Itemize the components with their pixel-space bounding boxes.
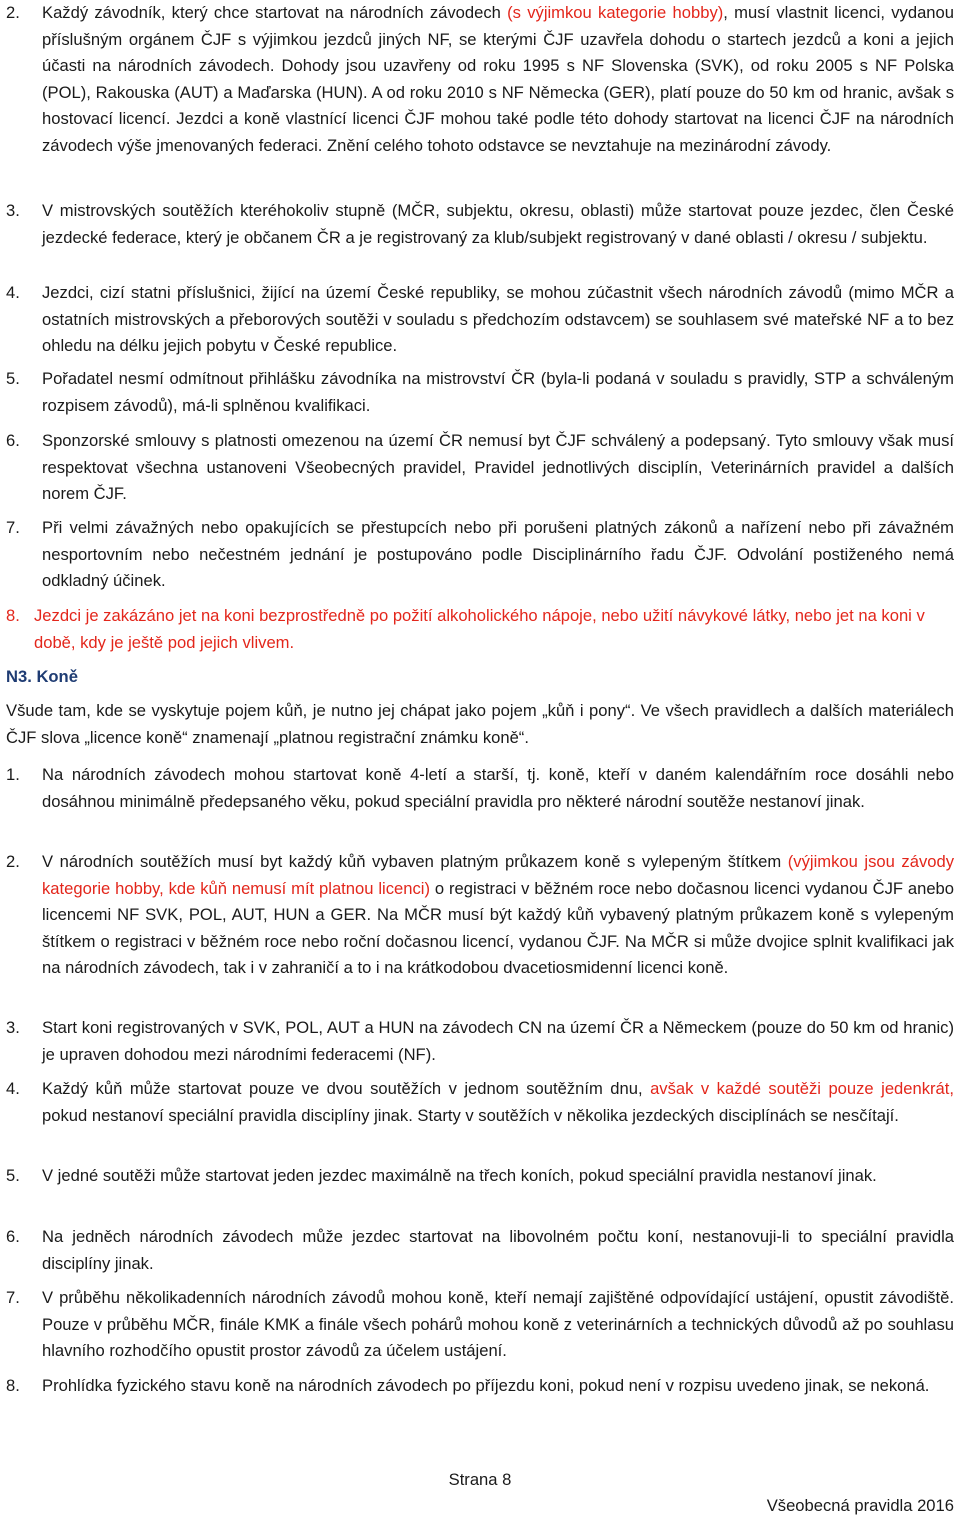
list-number: 8. bbox=[6, 606, 20, 625]
horse-item-4 bbox=[6, 1076, 954, 1129]
list-item-2 bbox=[6, 0, 954, 160]
list-text: Každý závodník, který chce startovat na národních závodech (s výjimkou kategorie hobby), musí vlastnit licenci, vydanou příslušným orgánem ČJF s výjimkou jezdců jiných NF, se kterými ČJF uzavřela dohodu o startech jezdců a koni a jejich účasti na národních závodech. Dohody jsou uzavřeny od roku 1995 s NF Slovenska (SVK), od roku 2005 s NF Polska (POL), Rakouska (AUT) a Maďarska (HUN). A od roku 2010 s NF Německa (GER), platí pouze do 50 km od hranic, avšak s hostovací licencí. Jezdci a koně vlastnící licenci ČJF mohou také podle této dohody startovat na licenci ČJF na národních závodech výše jmenovaných federaci. Znění celého tohoto odstavce se nevztahuje na mezinárodní závody. bbox=[42, 3, 954, 155]
list-number: 5. bbox=[6, 1166, 20, 1185]
list-text: Start koni registrovaných v SVK, POL, AUT a HUN na závodech CN na území ČR a Německem (pouze do 50 km od hranic) je upraven dohodou mezi národními federacemi (NF). bbox=[42, 1018, 954, 1064]
list-item-4 bbox=[6, 280, 954, 360]
section-title: Koně bbox=[31, 667, 78, 686]
highlight-red: avšak v každé soutěži pouze jedenkrát, bbox=[650, 1079, 955, 1098]
horse-item-8 bbox=[6, 1373, 954, 1400]
list-number: 5. bbox=[6, 369, 20, 388]
section-heading bbox=[6, 664, 954, 691]
list-item-7 bbox=[6, 515, 954, 595]
document-title-footer: Všeobecná pravidla 2016 bbox=[766, 1496, 954, 1515]
list-text: V jedné soutěži může startovat jeden jezdec maximálně na třech koních, pokud speciální pravidla nestanoví jinak. bbox=[42, 1166, 877, 1185]
list-number: 7. bbox=[6, 518, 20, 537]
list-item-5 bbox=[6, 366, 954, 419]
list-number: 3. bbox=[6, 201, 20, 220]
list-text: Prohlídka fyzického stavu koně na národních závodech po příjezdu koni, pokud není v rozpisu uvedeno jinak, se nekoná. bbox=[42, 1376, 930, 1395]
list-text: Každý kůň může startovat pouze ve dvou soutěžích v jednom soutěžním dnu, avšak v každé soutěži pouze jedenkrát, pokud nestanoví speciální pravidla disciplíny jinak. Starty v soutěžích v několika jezdeckých disciplínách se nesčítají. bbox=[42, 1079, 955, 1125]
list-number: 7. bbox=[6, 1288, 20, 1307]
list-text: Při velmi závažných nebo opakujících se přestupcích nebo při porušeni platných zákonů a nařízení nebo při závažném nesportovním nebo nečestném jednání je postupováno podle Disciplinárního řadu ČJF. Odvolání postiženého nemá odkladný účinek. bbox=[42, 518, 954, 591]
horse-item-5 bbox=[6, 1163, 954, 1190]
horse-item-2 bbox=[6, 849, 954, 982]
list-number: 1. bbox=[6, 765, 20, 784]
list-item-6 bbox=[6, 428, 954, 508]
list-number: 2. bbox=[6, 3, 20, 22]
list-item-8 bbox=[6, 603, 954, 656]
list-number: 8. bbox=[6, 1376, 20, 1395]
section-intro: Všude tam, kde se vyskytuje pojem kůň, je nutno jej chápat jako pojem „kůň i pony“. Ve všech pravidlech a dalších materiálech ČJF slova „licence koně“ znamenají „platnou registrační známku koně“. bbox=[6, 701, 954, 747]
list-number: 3. bbox=[6, 1018, 20, 1037]
highlight-red: (s výjimkou kategorie hobby) bbox=[507, 3, 724, 22]
list-number: 6. bbox=[6, 431, 20, 450]
list-text: V národních soutěžích musí byt každý kůň vybaven platným průkazem koně s vylepeným štítkem (výjimkou jsou závody kategorie hobby, kde kůň nemusí mít platnou licenci) o registraci v běžném roce nebo dočasnou licenci vydanou ČJF anebo licencemi NF SVK, POL, AUT, HUN a GER. Na MČR musí být každý kůň vybavený platným průkazem koně s vylepeným štítkem o registraci v běžném roce nebo roční dočasnou licencí, vydanou ČJF. Na MČR si může dvojice splnit kvalifikaci jak na národních závodech, tak i v zahraničí a to i na krátkodobou dvacetiosmidenní licenci koně. bbox=[42, 852, 955, 978]
list-text: Na národních závodech mohou startovat koně 4-letí a starší, tj. koně, kteří v daném kalendářním roce dosáhli nebo dosáhnou minimálně předepsaného věku, pokud speciální pravidla pro některé národní soutěže nestanoví jinak. bbox=[42, 765, 954, 811]
list-number: 4. bbox=[6, 1079, 20, 1098]
horse-item-6 bbox=[6, 1224, 954, 1277]
list-item-3 bbox=[6, 198, 954, 251]
highlight-red: (výjimkou jsou závody kategorie hobby, kde kůň nemusí mít platnou licenci) bbox=[42, 852, 954, 898]
list-text: Pořadatel nesmí odmítnout přihlášku závodníka na mistrovství ČR (byla-li podaná v souladu s pravidly, STP a schváleným rozpisem závodů), má-li splněnou kvalifikaci. bbox=[42, 369, 954, 415]
list-text: V mistrovských soutěžích kteréhokoliv stupně (MČR, subjektu, okresu, oblasti) může startovat pouze jezdec, člen České jezdecké federace, který je občanem ČR a je registrovaný za klub/subjekt registrovaný v dané oblasti / okresu / subjektu. bbox=[42, 201, 954, 247]
horse-item-1 bbox=[6, 762, 954, 815]
list-text: Sponzorské smlouvy s platnosti omezenou na území ČR nemusí byt ČJF schválený a podepsaný. Tyto smlouvy však musí respektovat všechna ustanoveni Všeobecných pravidel, Pravidel jednotlivých disciplín, Veterinárních pravidel a dalších norem ČJF. bbox=[42, 431, 954, 504]
list-text: Na jedněch národních závodech může jezdec startovat na libovolném počtu koní, nestanovuji-li to speciální pravidla disciplíny jinak. bbox=[42, 1227, 954, 1273]
horse-item-3 bbox=[6, 1015, 954, 1068]
list-number: 4. bbox=[6, 283, 20, 302]
list-text: Jezdci, cizí statni příslušnici, žijící na území České republiky, se mohou zúčastnit všech národních závodů (mimo MČR a ostatních mistrovských a přeborových soutěži v souladu s předchozím odstavcem) se souhlasem své mateřské NF a to bez ohledu na délku jejich pobytu v České republice. bbox=[42, 283, 954, 356]
list-text: Jezdci je zakázáno jet na koni bezprostředně po požití alkoholického nápoje, nebo užití návykové látky, nebo jet na koni v době, kdy je ještě pod jejich vlivem. bbox=[34, 606, 925, 652]
list-text: V průběhu několikadenních národních závodů mohou koně, kteří nemají zajištěné odpovídající ustájení, opustit závodiště. Pouze v průběhu MČR, finále KMK a finále všech pohárů mohou koně z veterinárních a technických důvodů až po souhlasu hlavního rozhodčího opustit prostor závodů za účelem ustájení. bbox=[42, 1288, 954, 1361]
list-number: 6. bbox=[6, 1227, 20, 1246]
list-number: 2. bbox=[6, 852, 20, 871]
section-number: N3. bbox=[6, 667, 32, 686]
horse-item-7 bbox=[6, 1285, 954, 1365]
page-number: Strana 8 bbox=[448, 1470, 512, 1489]
